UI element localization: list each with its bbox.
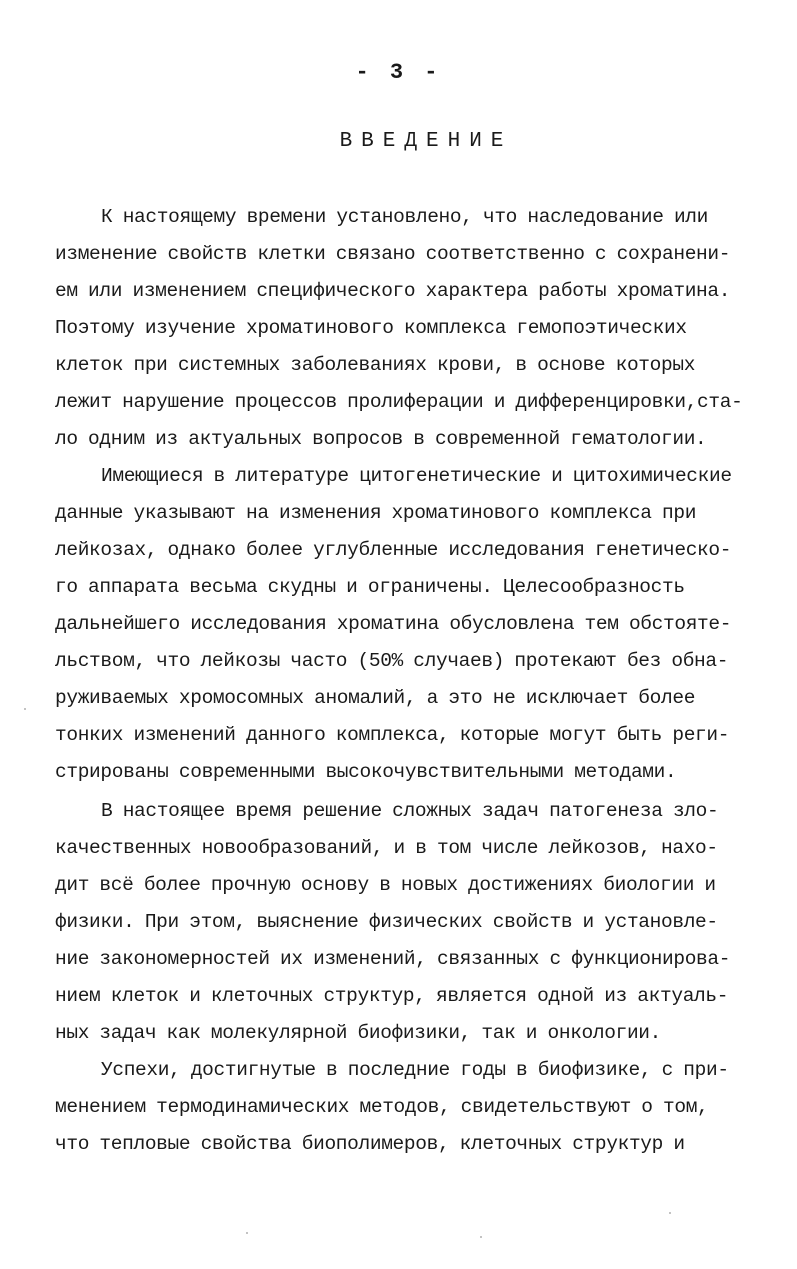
text-line: что тепловые свойства биополимеров, клеточных структур и bbox=[55, 1133, 685, 1155]
text-line: К настоящему времени установлено, что наследование или bbox=[101, 206, 709, 228]
text-line: дальнейшего исследования хроматина обусловлена тем обстояте- bbox=[55, 613, 732, 635]
text-line: стрированы современными высокочувствительными методами. bbox=[55, 761, 677, 783]
text-line: го аппарата весьма скудны и ограничены. Целесообразность bbox=[55, 576, 685, 598]
text-line: ем или изменением специфического характера работы хроматина. bbox=[55, 280, 731, 302]
text-line: Имеющиеся в литературе цитогенетические и цитохимические bbox=[101, 465, 732, 487]
scan-speck bbox=[24, 708, 26, 710]
text-line: нием клеток и клеточных структур, является одной из актуаль- bbox=[55, 985, 729, 1007]
text-line: Поэтому изучение хроматинового комплекса гемопоэтических bbox=[55, 317, 687, 339]
text-line: данные указывают на изменения хроматинового комплекса при bbox=[55, 502, 697, 524]
scan-speck bbox=[246, 1232, 248, 1234]
text-line: Успехи, достигнутые в последние годы в биофизике, с при- bbox=[101, 1059, 729, 1081]
text-line: ние закономерностей их изменений, связанных с функционирова- bbox=[55, 948, 731, 970]
text-line: лейкозах, однако более углубленные исследования генетическо- bbox=[55, 539, 732, 561]
text-line: В настоящее время решение сложных задач патогенеза зло- bbox=[101, 800, 719, 822]
scan-speck bbox=[480, 1236, 482, 1238]
text-line: качественных новообразований, и в том числе лейкозов, нахо- bbox=[55, 837, 718, 859]
text-line: клеток при системных заболеваниях крови, в основе которых bbox=[55, 354, 696, 376]
text-line: физики. При этом, выяснение физических свойств и установле- bbox=[55, 911, 718, 933]
text-line: ло одним из актуальных вопросов в современной гематологии. bbox=[55, 428, 707, 450]
scan-speck bbox=[669, 1212, 671, 1214]
text-line: льством, что лейкозы часто (50% случаев) протекают без обна- bbox=[55, 650, 729, 672]
text-line: менением термодинамических методов, свидетельствуют о том, bbox=[55, 1096, 709, 1118]
text-line: тонких изменений данного комплекса, которые могут быть реги- bbox=[55, 724, 730, 746]
text-line: дит всё более прочную основу в новых достижениях биологии и bbox=[55, 874, 716, 896]
text-line: руживаемых хромосомных аномалий, а это не исключает более bbox=[55, 687, 696, 709]
text-line: лежит нарушение процессов пролиферации и дифференцировки,ста- bbox=[55, 391, 743, 413]
page-number: - 3 - bbox=[355, 60, 442, 85]
section-title: ВВЕДЕНИЕ bbox=[339, 130, 513, 153]
text-line: изменение свойств клетки связано соответственно с сохранени- bbox=[55, 243, 731, 265]
text-line: ных задач как молекулярной биофизики, так и онкологии. bbox=[55, 1022, 662, 1044]
